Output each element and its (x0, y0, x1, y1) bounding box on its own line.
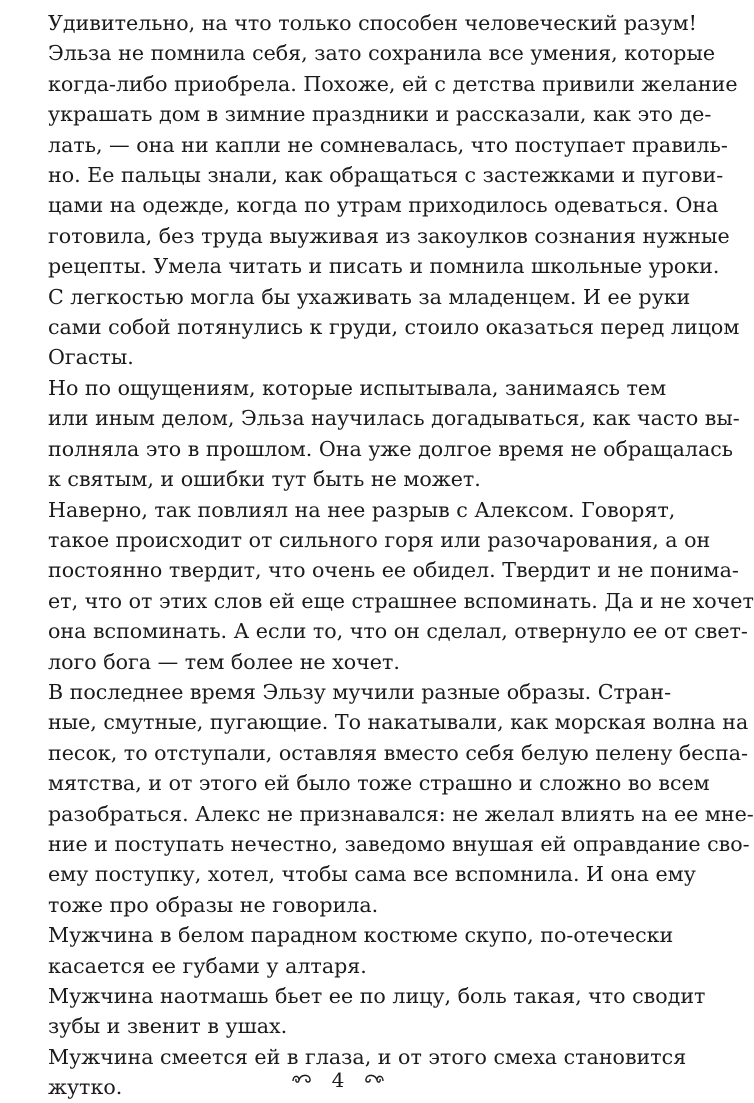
text-line: но. Ее пальцы знали, как обращаться с застежками и пугови- (48, 163, 724, 188)
ornament-right-icon (363, 1069, 385, 1090)
text-line: зубы и звенит в ушах. (48, 1014, 288, 1039)
text-line: ему поступку, хотел, чтобы сама все вспомнила. И она ему (48, 862, 696, 887)
text-line: Мужчина в белом парадном костюме скупо, по-отечески (48, 923, 674, 948)
text-line: Наверно, так повлиял на нее разрыв с Алексом. Говорят, (48, 497, 676, 522)
text-line: С легкостью могла бы ухаживать за младенцем. И ее руки (48, 284, 691, 309)
text-line: готовила, без труда выуживая из закоулков сознания нужные (48, 223, 730, 248)
text-line: ные, смутные, пугающие. То накатывали, как морская волна на (48, 710, 749, 735)
text-line: к святым, и ошибки тут быть не может. (48, 467, 481, 492)
text-line: Огасты. (48, 345, 134, 370)
text-line: когда-либо приобрела. Похоже, ей с детства привили желание (48, 71, 738, 96)
paragraph (10, 8, 740, 373)
text-line: ние и поступать нечестно, заведомо внушая ей оправдание сво- (48, 831, 750, 856)
text-line: лать, — она ни капли не сомневалась, что поступает правиль- (48, 132, 728, 157)
paragraph (10, 920, 674, 981)
text-line: или иным делом, Эльза научилась догадываться, как часто вы- (48, 406, 740, 431)
paragraph (10, 981, 706, 1042)
text-line: ет, что от этих слов ей еще страшнее вспоминать. Да и не хочет (48, 588, 754, 613)
paragraph (10, 677, 754, 920)
paragraph (10, 373, 740, 495)
page-footer (0, 1066, 676, 1092)
text-line: цами на одежде, когда по утрам приходилось одеваться. Она (48, 193, 719, 218)
text-line: Но по ощущениям, которые испытывала, занимаясь тем (48, 375, 667, 400)
text-line: Эльза не помнила себя, зато сохранила все умения, которые (48, 41, 716, 66)
text-line: рецепты. Умела читать и писать и помнила школьные уроки. (48, 254, 720, 279)
text-line: украшать дом в зимние праздники и рассказали, как это де- (48, 102, 712, 127)
paragraph (10, 495, 754, 677)
text-line: полняла это в прошлом. Она уже долгое время не обращалась (48, 436, 733, 461)
text-line: она вспоминать. А если то, что он сделал, отвернуло ее от свет- (48, 619, 748, 644)
text-line: В последнее время Эльзу мучили разные образы. Стран- (48, 679, 672, 704)
text-line: Удивительно, на что только способен человеческий разум! (48, 11, 697, 35)
text-line: тоже про образы не говорила. (48, 892, 379, 917)
ornament-left-icon (291, 1069, 313, 1090)
text-line: разобраться. Алекс не признавался: не желал влиять на ее мне- (48, 801, 754, 826)
text-line: сами собой потянулись к груди, стоило оказаться перед лицом (48, 315, 740, 340)
text-line: песок, то отступали, оставляя вместо себя белую пелену беспа- (48, 740, 748, 765)
text-line: постоянно твердит, что очень ее обидел. Твердит и не понима- (48, 558, 739, 583)
text-line: жутко. (48, 1075, 123, 1100)
text-line: касается ее губами у алтаря. (48, 953, 367, 978)
text-line: лого бога — тем более не хочет. (48, 649, 400, 674)
text-line: Мужчина смеется ей в глаза, и от этого смеха становится (48, 1044, 687, 1069)
text-line: такое происходит от сильного горя или разочарования, а он (48, 527, 711, 552)
text-line: Мужчина наотмашь бьет ее по лицу, боль такая, что сводит (48, 984, 706, 1008)
text-line: мятства, и от этого ей было тоже страшно и сложно во всем (48, 771, 710, 796)
page-number: 4 (331, 1067, 345, 1092)
body-text (10, 8, 754, 1103)
